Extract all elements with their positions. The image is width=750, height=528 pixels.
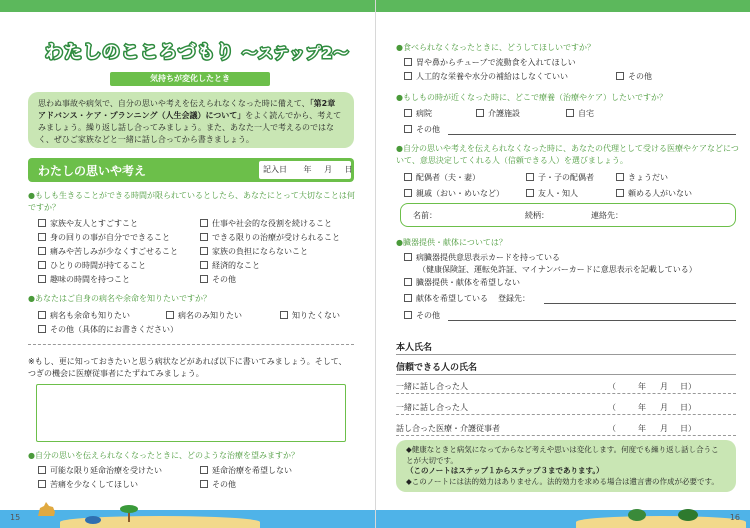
checkbox-option[interactable]: その他（具体的にお書きください）	[38, 324, 178, 335]
top-bar	[376, 0, 750, 12]
page-number: 15	[10, 513, 21, 522]
checkbox-option[interactable]: 臓器提供・献体を希望しない	[404, 277, 520, 288]
checkbox-option[interactable]: 趣味の時間を持つこと	[38, 274, 130, 285]
row-line[interactable]	[396, 393, 736, 394]
trusted-name-label: 信頼できる人の氏名	[396, 363, 478, 373]
sand-decoration	[576, 516, 746, 528]
row-label: 話し合った医療・介護従事者	[396, 424, 500, 433]
checkbox-option[interactable]: 病名も余命も知りたい	[38, 310, 130, 321]
checkbox[interactable]	[526, 189, 534, 197]
date-field[interactable]	[259, 161, 351, 179]
checkbox-option[interactable]: 病院	[404, 108, 432, 119]
trusted-name-line[interactable]	[396, 374, 736, 375]
divider	[28, 344, 354, 345]
turtle-icon	[626, 506, 648, 522]
register-line	[544, 303, 736, 304]
checkbox-option[interactable]: その他	[404, 310, 440, 321]
checkbox-option[interactable]: その他	[616, 71, 652, 82]
row-label: 一緒に話し合った人	[396, 382, 468, 391]
date-year: 年	[303, 165, 312, 174]
checkbox[interactable]	[38, 325, 46, 333]
checkbox-option[interactable]: 経済的なこと	[200, 260, 260, 271]
row-label: 一緒に話し合った人	[396, 403, 468, 412]
checkbox-option[interactable]: 友人・知人	[526, 188, 578, 199]
checkbox-option[interactable]: その他	[200, 479, 236, 490]
checkbox-option[interactable]: 仕事や社会的な役割を続けること	[200, 218, 332, 229]
register-label: 登録先：	[498, 294, 530, 303]
checkbox[interactable]	[404, 294, 412, 302]
camel-icon	[36, 498, 58, 520]
checkbox[interactable]	[616, 189, 624, 197]
checkbox-option[interactable]: 人工的な栄養や水分の補給はしなくていい	[404, 71, 568, 82]
question-know-diagnosis: ●あなたはご自身の病名や余命を知りたいですか？	[28, 294, 211, 303]
right-page	[375, 0, 750, 528]
question-proxy: ●自分の思いや考えを伝えられなくなった時に、あなたの代理として受ける医療やケアなどについて、意思決定してくれる人（信頼できる人）を選びましょう。	[396, 144, 739, 165]
checkbox-option[interactable]: 家族や友人とすごすこと	[38, 218, 138, 229]
question-important-things: ●もしも生きることができる時間が限られているとしたら、あなたにとって大切なことは何ですか？	[28, 191, 355, 212]
checkbox-option[interactable]: 親戚（おい・めいなど）	[404, 188, 504, 199]
checkbox[interactable]	[280, 311, 288, 319]
checkbox[interactable]	[38, 219, 46, 227]
checkbox-option[interactable]: 胃や鼻からチューブで流動食を入れてほしい	[404, 57, 576, 68]
free-text-box[interactable]	[36, 384, 346, 442]
section-header	[28, 158, 354, 182]
footer-note-1: ◆健康なときと病気になってからなど考えや思いは変化します。何度でも繰り返し話し合うことが大切です。	[406, 445, 719, 465]
checkbox[interactable]	[404, 58, 412, 66]
question-care-location: ●もしもの時が近くなった時に、どこで療養（治療やケア）したいですか？	[396, 93, 667, 102]
checkbox-option[interactable]: きょうだい	[616, 172, 668, 183]
checkbox-option[interactable]: 家族の負担にならないこと	[200, 246, 308, 257]
checkbox[interactable]	[200, 275, 208, 283]
note-text: ※もし、更に知っておきたいと思う病状などがあれば以下に書いてみましょう。そして、つぎの機会に医療従事者にたずねてみましょう。	[28, 357, 347, 378]
title-text: わたしのこころづもり	[45, 42, 235, 63]
title-step: 〜ステップ2〜	[242, 44, 350, 62]
checkbox[interactable]	[404, 109, 412, 117]
contact-label: 連絡先：	[591, 211, 623, 220]
checkbox-option[interactable]: 痛みや苦しみが少なくすごせること	[38, 246, 178, 257]
self-name-label: 本人氏名	[396, 343, 433, 353]
checkbox[interactable]	[166, 311, 174, 319]
checkbox-option[interactable]: 頼める人がいない	[616, 188, 692, 199]
checkbox[interactable]	[200, 219, 208, 227]
checkbox-option[interactable]: 身の回りの事が自分でできること	[38, 232, 170, 243]
checkbox-option[interactable]: 子・子の配偶者	[526, 172, 594, 183]
row-line[interactable]	[396, 414, 736, 415]
checkbox[interactable]	[200, 261, 208, 269]
checkbox[interactable]	[404, 173, 412, 181]
page-title	[45, 38, 349, 64]
checkbox-option[interactable]: 知りたくない	[280, 310, 340, 321]
section-title: わたしの思いや考え	[38, 164, 147, 178]
checkbox-option[interactable]: その他	[404, 124, 440, 135]
checkbox-option[interactable]: ひとりの時間が持てること	[38, 260, 146, 271]
date-label: 記入日	[263, 165, 287, 174]
intro-box	[28, 92, 354, 148]
checkbox-option[interactable]: 病臓器提供意思表示カードを持っている	[404, 252, 560, 263]
proxy-info-box[interactable]	[400, 203, 736, 227]
checkbox[interactable]	[38, 233, 46, 241]
row-date: （ 年 月 日）	[608, 382, 696, 391]
question-treatment: ●自分の思いを伝えられなくなったときに、どのような治療を望みますか？	[28, 451, 299, 460]
checkbox-option[interactable]: 配偶者（夫・妻）	[404, 172, 480, 183]
checkbox[interactable]	[404, 278, 412, 286]
checkbox[interactable]	[404, 311, 412, 319]
checkbox-option[interactable]: 延命治療を希望しない	[200, 465, 292, 476]
footer-note-2: （このノートはステップ１からステップ３まであります。）	[406, 466, 604, 475]
checkbox-option[interactable]: できる限りの治療が受けられること	[200, 232, 340, 243]
checkbox[interactable]	[616, 72, 624, 80]
checkbox[interactable]	[38, 466, 46, 474]
whale-icon	[84, 514, 102, 524]
date-month: 月	[324, 165, 333, 174]
relation-label: 続柄：	[525, 211, 549, 220]
checkbox[interactable]	[200, 466, 208, 474]
checkbox-option[interactable]: その他	[200, 274, 236, 285]
row-date: （ 年 月 日）	[608, 424, 696, 433]
donation-card-note: （健康保険証、運転免許証、マイナンバーカードに意思表示を記載している）	[418, 265, 697, 274]
checkbox[interactable]	[200, 247, 208, 255]
checkbox-option[interactable]: 自宅	[566, 108, 594, 119]
checkbox-option[interactable]: 可能な限り延命治療を受けたい	[38, 465, 162, 476]
checkbox[interactable]	[38, 261, 46, 269]
other-line	[448, 134, 736, 135]
question-organ-donation: ●臓器提供・献体については？	[396, 238, 507, 247]
top-bar	[0, 0, 375, 12]
intro-text-pre: 思わぬ事故や病気で、自分の思いや考えを伝えられなくなった時に備えて、	[38, 99, 310, 108]
checkbox[interactable]	[38, 275, 46, 283]
question-cannot-eat: ●食べられなくなったときに、どうしてほしいですか？	[396, 43, 595, 52]
row-line[interactable]	[396, 435, 736, 436]
intro-text-bold: 「第2章 アドバンス・ケア・プランニング（人生会議）について」	[38, 99, 336, 120]
checkbox[interactable]	[38, 247, 46, 255]
intro-text-post: をよく読んでから、考えてみましょう。繰り返し話し合ってみましょう。また、あなた一人で考えるのではなく、ぜひご家族などと一緒に話し合ってから書きましょう。	[38, 111, 342, 144]
sub-banner: 気持ちが変化したとき	[110, 72, 270, 86]
checkbox[interactable]	[526, 173, 534, 181]
checkbox-option[interactable]: 病名のみ知りたい	[166, 310, 242, 321]
checkbox[interactable]	[404, 125, 412, 133]
checkbox-option[interactable]: 苦痛を少なくしてほしい	[38, 479, 138, 490]
checkbox[interactable]	[566, 109, 574, 117]
checkbox[interactable]	[616, 173, 624, 181]
date-day: 日	[344, 165, 353, 174]
palm-tree-icon	[118, 502, 140, 522]
checkbox-option[interactable]: 介護施設	[476, 108, 520, 119]
checkbox[interactable]	[404, 253, 412, 261]
checkbox[interactable]	[38, 311, 46, 319]
checkbox[interactable]	[200, 233, 208, 241]
checkbox[interactable]	[404, 189, 412, 197]
row-date: （ 年 月 日）	[608, 403, 696, 412]
checkbox[interactable]	[404, 72, 412, 80]
name-label: 名前：	[413, 211, 437, 220]
other-line	[448, 320, 736, 321]
turtle-icon	[676, 506, 700, 522]
checkbox-option[interactable]: 献体を希望している 登録先：	[404, 293, 530, 304]
checkbox[interactable]	[200, 480, 208, 488]
footer-note-box	[396, 440, 736, 492]
self-name-line[interactable]	[396, 354, 736, 355]
checkbox[interactable]	[476, 109, 484, 117]
page-number: 16	[729, 513, 740, 522]
footer-note-3: ◆このノートには法的効力はありません。法的効力を求める場合は遺言書の作成が必要です。	[406, 476, 719, 486]
checkbox[interactable]	[38, 480, 46, 488]
